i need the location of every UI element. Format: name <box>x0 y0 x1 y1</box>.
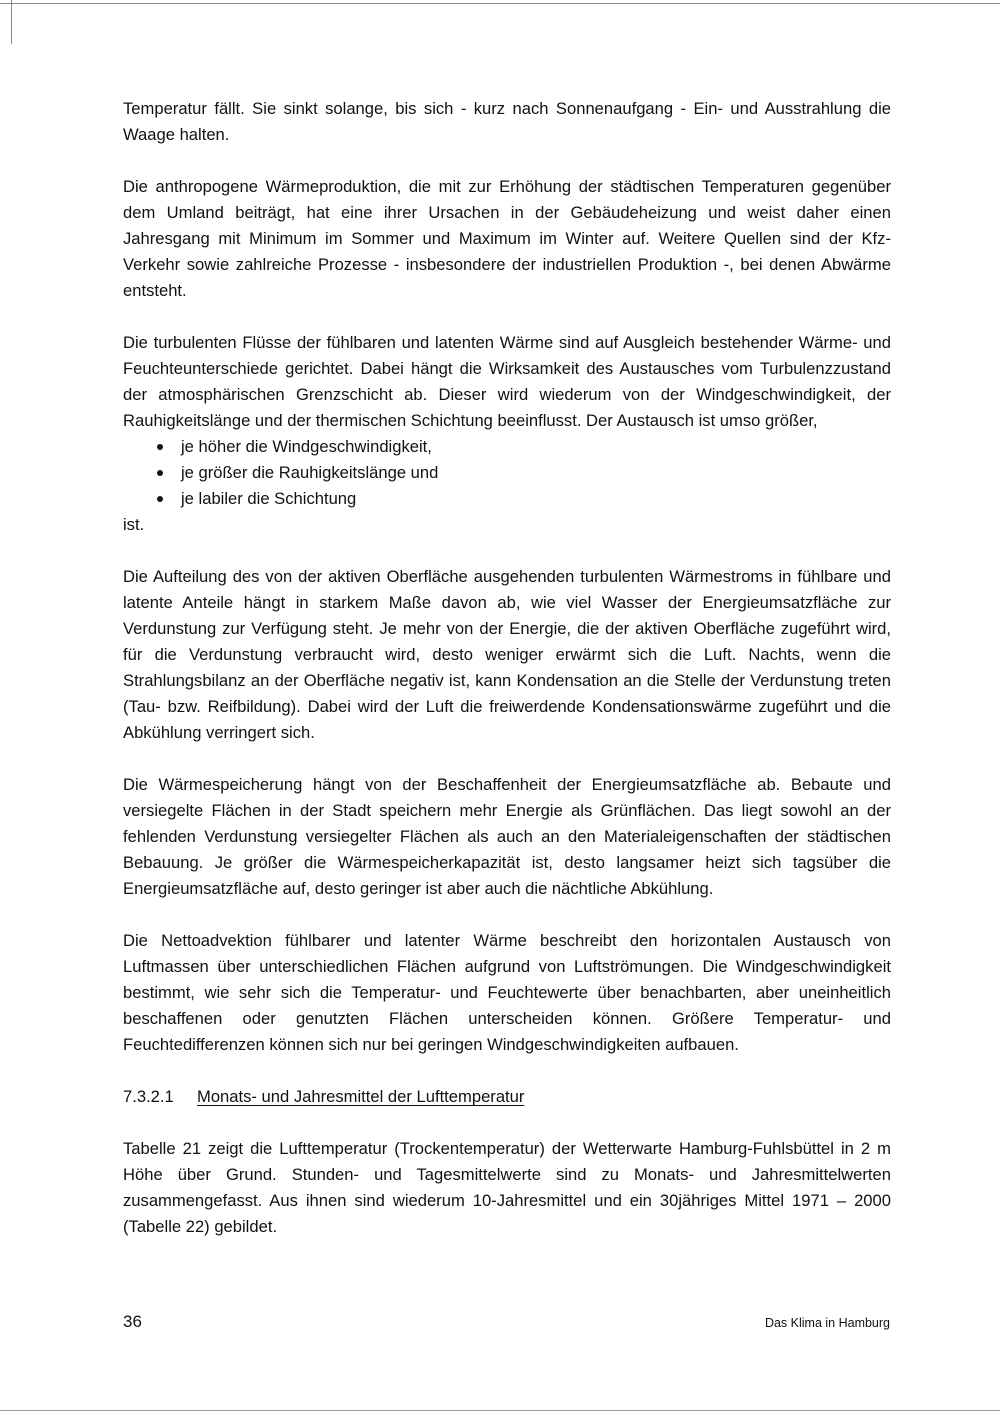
scan-edge-top <box>0 3 1000 4</box>
section-title: Monats- und Jahresmittel der Lufttemperatur <box>197 1087 525 1106</box>
paragraph-turbulent-fluxes: Die turbulenten Flüsse der fühlbaren und latenten Wärme sind auf Ausgleich bestehender Wärme- und Feuchteunterschiede gerichtet. Dabei hängt die Wirksamkeit des Austausches vom Turbulenzzustand der atmosphärischen Grenzschicht ab. Dieser wird wiederum von der Windgeschwindigkeit, der Rauhigkeitslänge und der thermischen Schichtung beeinflusst. Der Austausch ist umso größer, <box>123 333 891 430</box>
paragraph-table-description: Tabelle 21 zeigt die Lufttemperatur (Trockentemperatur) der Wetterwarte Hamburg-Fuhlsbüttel in 2 m Höhe über Grund. Stunden- und Tagesmittelwerte sind zu Monats- und Jahresmittelwerten zusammengefasst. Aus ihnen sind wiederum 10-Jahresmittel und ein 30jähriges Mittel 1971 – 2000 (Tabelle 22) gebildet. <box>123 1139 891 1236</box>
scan-edge-left <box>11 0 12 44</box>
scan-edge-bottom <box>0 1410 1000 1411</box>
publication-title: Das Klima in Hamburg <box>764 1316 890 1330</box>
list-item-text: je höher die Windgeschwindigkeit, <box>181 437 432 456</box>
list-item-text: je labiler die Schichtung <box>181 489 357 508</box>
exchange-conditions-list <box>123 434 891 512</box>
page-body <box>123 96 891 1266</box>
paragraph-heat-partitioning: Die Aufteilung des von der aktiven Oberfläche ausgehenden turbulenten Wärmestroms in fühlbare und latente Anteile hängt in starkem Maße davon ab, wie viel Wasser der Energieumsatzfläche zur Verdunstung zur Verfügung steht. Je mehr von der Energie, die der aktiven Oberfläche zugeführt wird, für die Verdunstung verbraucht wird, desto weniger erwärmt sich die Luft. Nachts, wenn die Strahlungsbilanz an der Oberfläche negativ ist, kann Kondensation an die Stelle der Verdunstung treten (Tau- bzw. Reifbildung). Dabei wird der Luft die freiwerdende Kondensationswärme zugeführt und die Abkühlung verringert sich. <box>123 567 891 742</box>
paragraph-anthropogenic-heat: Die anthropogene Wärmeproduktion, die mit zur Erhöhung der städtischen Temperaturen gegenüber dem Umland beiträgt, hat eine ihrer Ursachen in der Gebäudeheizung und weist daher einen Jahresgang mit Minimum im Sommer und Maximum im Winter auf. Weitere Quellen sind der Kfz-Verkehr sowie zahlreiche Prozesse - insbesondere der industriellen Produktion -, bei denen Abwärme entsteht. <box>123 177 891 300</box>
list-item-text: je größer die Rauhigkeitslänge und <box>181 463 439 482</box>
section-heading <box>123 1084 891 1110</box>
bullet-icon <box>157 444 163 450</box>
paragraph-heat-storage: Die Wärmespeicherung hängt von der Beschaffenheit der Energieumsatzfläche ab. Bebaute und versiegelte Flächen in der Stadt speichern mehr Energie als Grünflächen. Das liegt sowohl an der fehlenden Verdunstung versiegelter Flächen als auch an den Materialeigenschaften der städtischen Bebauung. Je größer die Wärmespeicherkapazität ist, desto langsamer heizt sich tagsüber die Energieumsatzfläche auf, desto geringer ist aber auch die nächtliche Abkühlung. <box>123 775 891 898</box>
paragraph-net-advection: Die Nettoadvektion fühlbarer und latenter Wärme beschreibt den horizontalen Austausch von Luftmassen über unterschiedlichen Flächen aufgrund von Luftströmungen. Die Windgeschwindigkeit bestimmt, wie sehr sich die Temperatur- und Feuchtewerte über benachbarten, aber uneinheitlich beschaffenen oder genutzten Flächen unterscheiden können. Größere Temperatur- und Feuchtedifferenzen können sich nur bei geringen Windgeschwindigkeiten aufbauen. <box>123 931 891 1054</box>
page-number: 36 <box>123 1312 142 1331</box>
paragraph-list-ending: ist. <box>123 515 145 534</box>
section-number: 7.3.2.1 <box>123 1087 174 1106</box>
list-item <box>157 486 891 512</box>
list-item <box>157 434 891 460</box>
list-item <box>157 460 891 486</box>
paragraph-temperature-drop: Temperatur fällt. Sie sinkt solange, bis sich - kurz nach Sonnenaufgang - Ein- und Ausstrahlung die Waage halten. <box>123 99 891 144</box>
bullet-icon <box>157 470 163 476</box>
bullet-icon <box>157 496 163 502</box>
